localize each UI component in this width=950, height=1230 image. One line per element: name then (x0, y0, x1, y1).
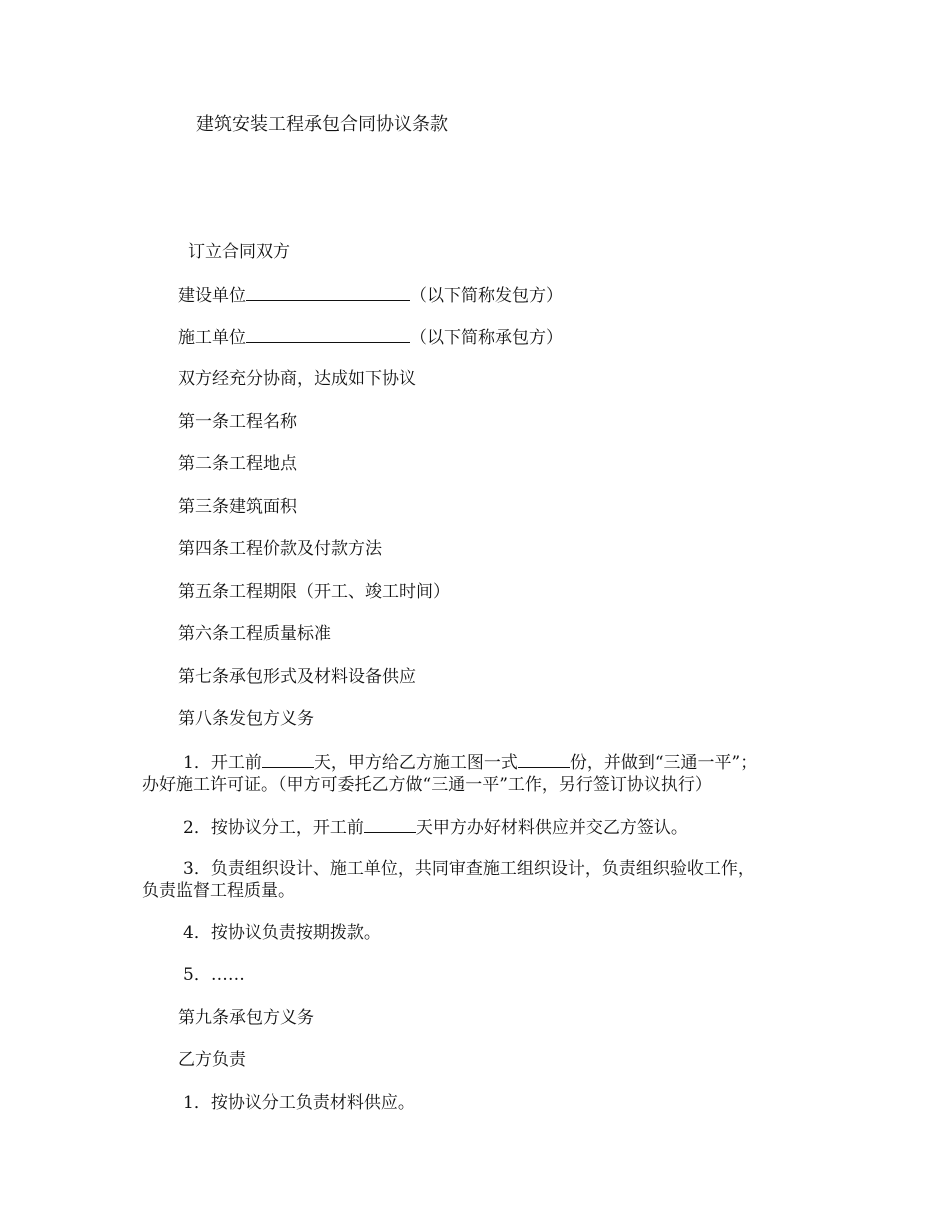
contractor-responsible: 乙方负责 (178, 1050, 246, 1070)
contractor-suffix: （以下简称承包方） (410, 328, 563, 348)
contractor-blank (246, 326, 410, 343)
client-label: 建设单位 (178, 286, 246, 306)
client-duty-2-part-b: 天甲方办好材料供应并交乙方签认。 (415, 818, 688, 838)
material-days-blank (364, 816, 416, 833)
article-1: 第一条工程名称 (178, 412, 297, 432)
client-duty-1-line1 (142, 751, 822, 774)
contractor-duty-1: 1．按协议分工负责材料供应。 (183, 1093, 415, 1113)
days-blank (262, 751, 314, 768)
client-duty-1-part-c: 份，并做到“三通一平”； (569, 753, 758, 773)
client-duty-4: 4．按协议负责按期拨款。 (183, 923, 381, 943)
client-suffix: （以下简称发包方） (410, 286, 563, 306)
document-title: 建筑安装工程承包合同协议条款 (196, 114, 448, 135)
copies-blank (518, 751, 570, 768)
parties-heading: 订立合同双方 (188, 242, 290, 262)
client-duty-1-part-b: 天，甲方给乙方施工图一式 (313, 753, 518, 773)
client-duty-1 (142, 751, 822, 796)
agreement-intro: 双方经充分协商，达成如下协议 (178, 369, 416, 389)
article-7: 第七条承包形式及材料设备供应 (178, 667, 416, 687)
client-duty-1-line2: 办好施工许可证。（甲方可委托乙方做“三通一平”工作，另行签订协议执行） (142, 775, 712, 795)
contractor-line (178, 326, 563, 349)
client-duty-1-part-a: 1．开工前 (183, 753, 262, 773)
client-line (178, 284, 563, 307)
article-4: 第四条工程价款及付款方法 (178, 539, 382, 559)
client-duty-3-line1: 3．负责组织设计、施工单位，共同审查施工组织设计，负责组织验收工作， (183, 859, 755, 879)
article-6: 第六条工程质量标准 (178, 624, 331, 644)
client-duty-2-part-a: 2．按协议分工，开工前 (183, 818, 364, 838)
client-duty-5: 5．…… (183, 965, 245, 985)
client-duty-3 (142, 858, 822, 902)
contractor-label: 施工单位 (178, 328, 246, 348)
client-blank (246, 284, 410, 301)
article-2: 第二条工程地点 (178, 454, 297, 474)
article-5: 第五条工程期限（开工、竣工时间） (178, 582, 450, 602)
article-8: 第八条发包方义务 (178, 709, 314, 729)
client-duty-2 (183, 816, 688, 839)
article-9: 第九条承包方义务 (178, 1008, 314, 1028)
article-3: 第三条建筑面积 (178, 497, 297, 517)
client-duty-3-line2: 负责监督工程质量。 (142, 881, 295, 901)
